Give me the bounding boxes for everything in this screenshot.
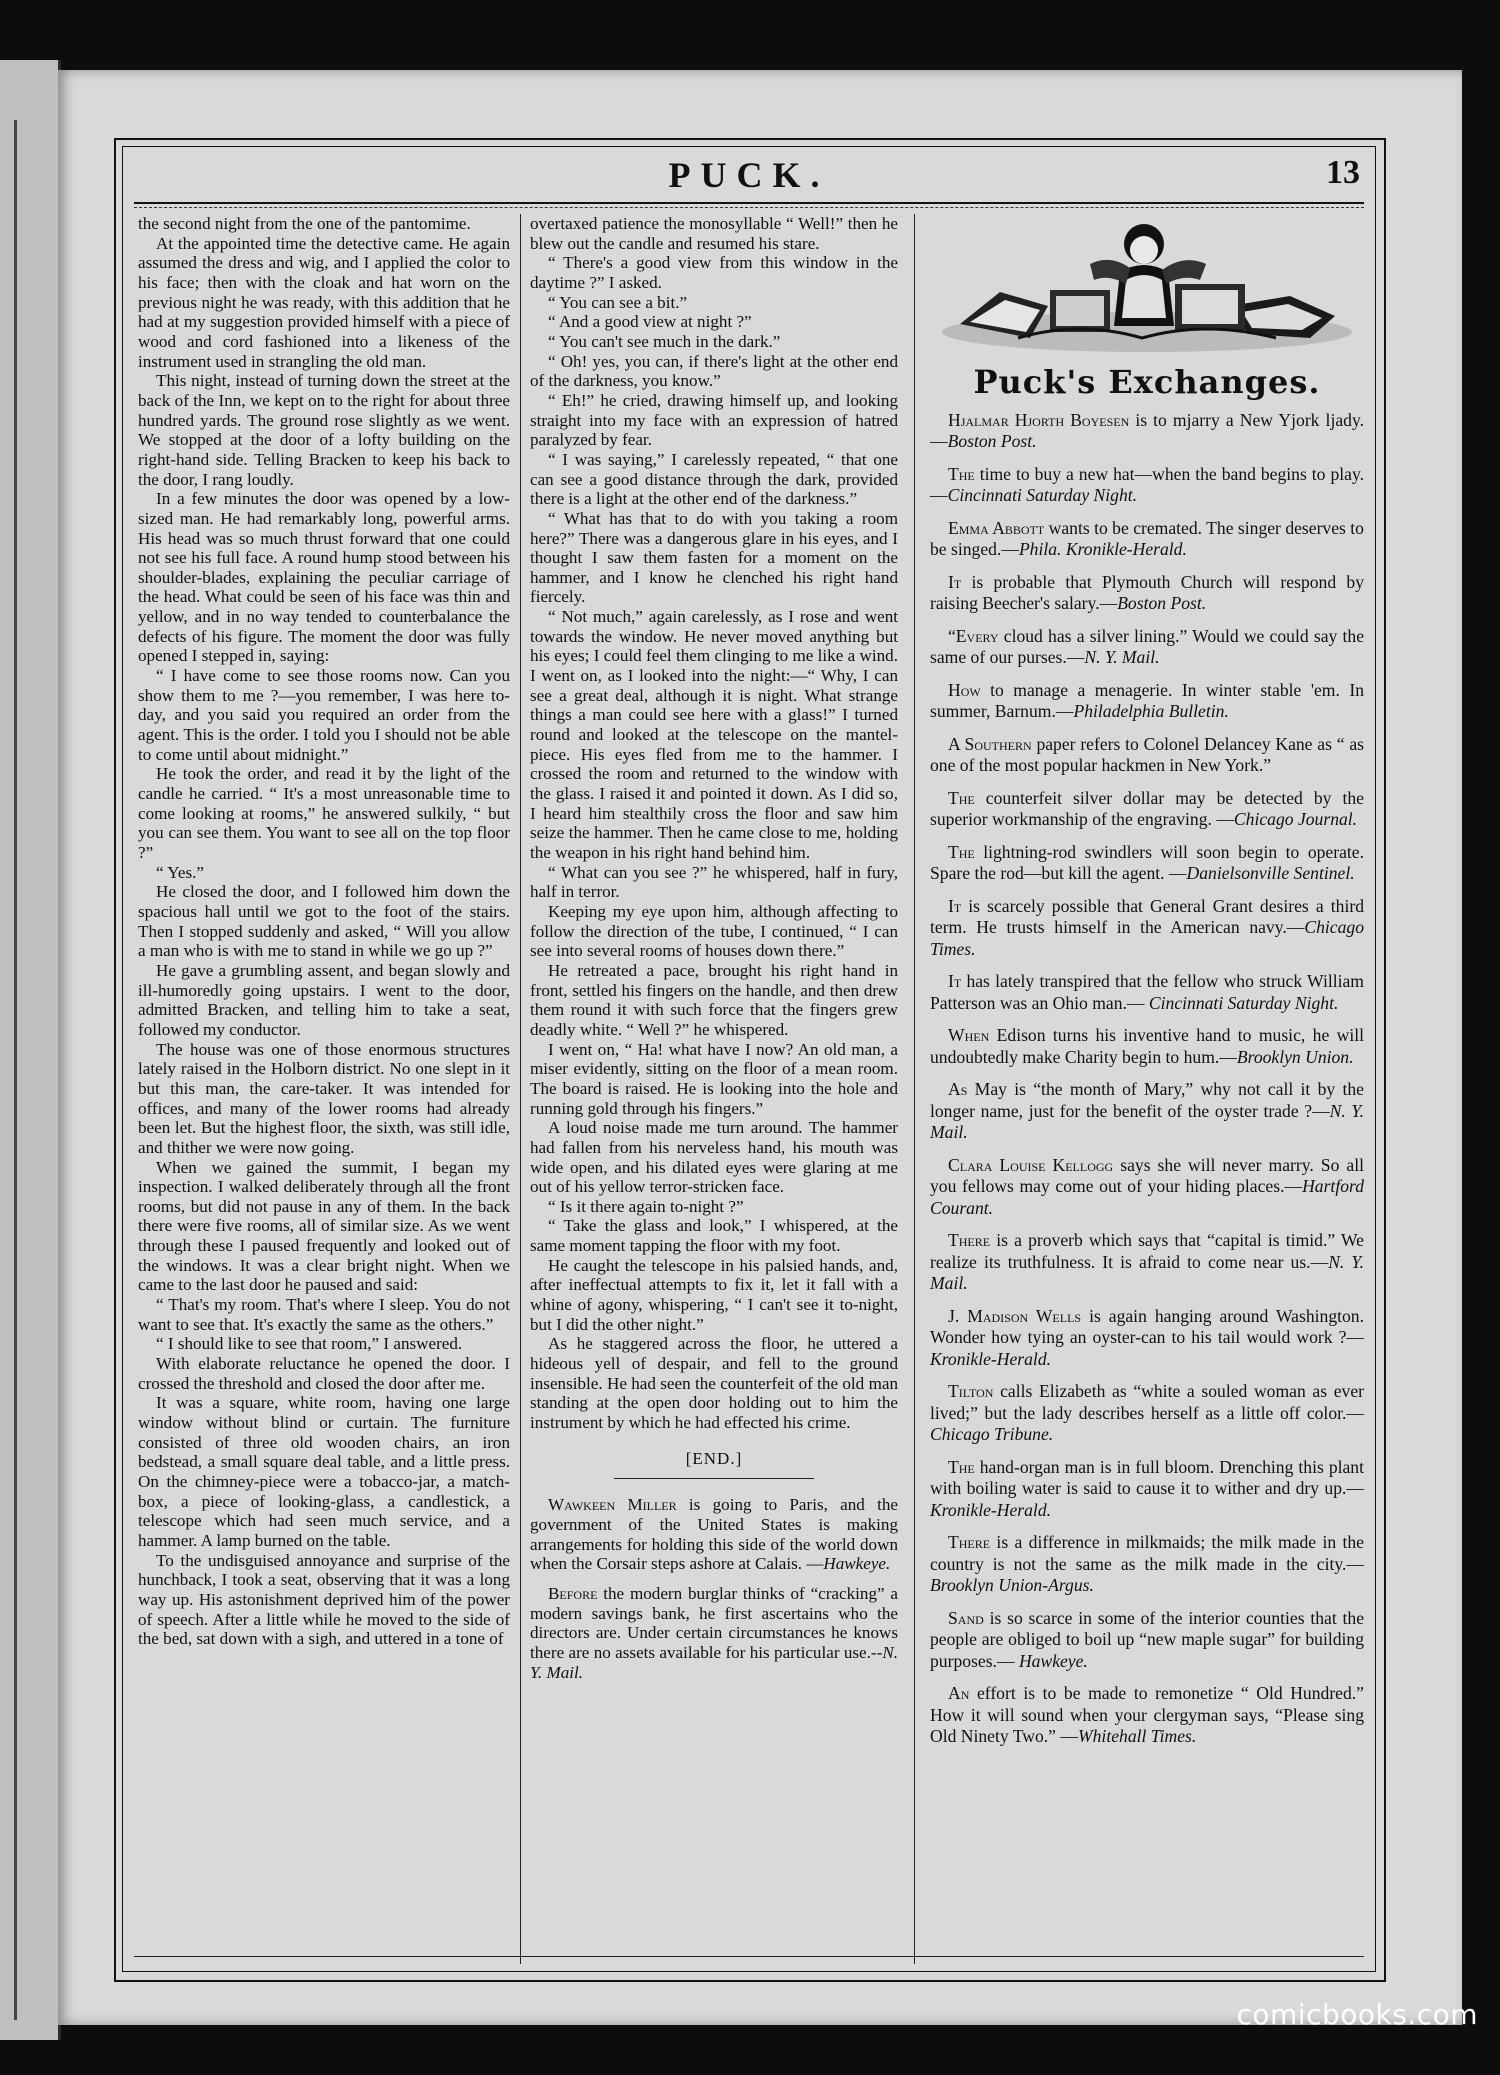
paragraph-item	[930, 1381, 1364, 1446]
column-one	[138, 214, 510, 1649]
paragraph-item	[930, 464, 1364, 507]
watermark: comicbooks.com	[1236, 1998, 1478, 2031]
item-citation: Brooklyn Union-Argus.	[930, 1575, 1094, 1595]
end-mark: [END.]	[685, 1448, 743, 1468]
item-citation: N. Y. Mail.	[930, 1100, 1364, 1142]
magazine-page	[58, 70, 1462, 2025]
item-lead: J. Madison Wells	[948, 1305, 1082, 1326]
paragraph-item	[930, 1306, 1364, 1371]
paragraph-item	[930, 1079, 1364, 1144]
item-text: says she will never marry. So all you fellows may come out of your hiding places.—	[930, 1154, 1364, 1196]
paragraph-item	[930, 1532, 1364, 1597]
paragraph: “ Is it there again to-night ?”	[548, 1196, 744, 1216]
paragraph-item	[930, 572, 1364, 615]
item-lead: The	[948, 1456, 975, 1477]
item-citation: Chicago Tribune.	[930, 1424, 1054, 1444]
paragraph-item	[930, 734, 1364, 777]
item-text: the modern burglar thinks of “cracking” a modern savings bank, he first ascertains who the directors are. Under certain circumstances he knows there are no assets available for his particular use.--	[530, 1583, 898, 1662]
item-lead: Tilton	[948, 1381, 994, 1401]
item-lead: The	[948, 841, 975, 862]
paragraph: “ Yes.”	[156, 862, 204, 882]
item-text: wants to be cremated. The singer deserves to be singed.—	[930, 517, 1364, 559]
item-lead: It	[948, 895, 962, 916]
item-text: is a proverb which says that “capital is timid.” We realize its truthfulness. It is afraid to come near us.—	[930, 1230, 1364, 1272]
paragraph-item	[930, 1230, 1364, 1295]
paragraph: As he staggered across the floor, he uttered a hideous yell of despair, and fell to the ground insensible. He had seen the counterfeit of the old man standing at the open door holding out to him the instrument by which he had effected his crime.	[530, 1334, 898, 1433]
paragraph-item	[930, 842, 1364, 885]
item-citation: Hartford Courant.	[930, 1176, 1364, 1218]
item-text: hand-organ man is in full bloom. Drenching this plant with boiling water is said to cause it to wither and dry up.—	[930, 1456, 1364, 1498]
paragraph: A loud noise made me turn around. The hammer had fallen from his nerveless hand, his mouth was wide open, and his dilated eyes were glaring at me out of his yellow terror-stricken face.	[530, 1118, 898, 1197]
item-lead: The	[948, 463, 975, 484]
paragraph: “ There's a good view from this window in the daytime ?” I asked.	[530, 253, 898, 292]
facing-page-edge	[0, 60, 61, 2040]
item-citation: Hawkeye.	[823, 1554, 891, 1574]
item-lead: The	[948, 787, 975, 808]
item-text: is a difference in milkmaids; the milk made in the country is not the same as the milk made in the city.—	[930, 1532, 1364, 1574]
paragraph-item	[930, 971, 1364, 1014]
item-text: lightning-rod swindlers will soon begin to operate. Spare the rod—but kill the agent. —	[930, 841, 1364, 883]
paragraph: the second night from the one of the pantomime.	[138, 214, 471, 233]
paragraph-items	[530, 1495, 898, 1682]
paragraph: “ Not much,” again carelessly, as I rose and went towards the window. He never moved anything but his eyes; I could feel them clinging to me like a wind. I went on, as I looked into the night:—“ Why, I can see a great deal, although it is night. What strange things a man could see here with a glass!” I turned round and looked at the telescope on the mantel-piece. His eyes fled from me to the hammer. I crossed the room and returned to the window with the glass. I raised it and pointed it down. As I did so, I heard him stealthily cross the floor and saw him seize the hammer. Then he came close to me, holding the weapon in his right hand behind him.	[530, 607, 898, 862]
item-lead: It	[948, 571, 962, 592]
item-text: Edison turns his inventive hand to music, he will undoubtedly make Charity begin to hum.—	[930, 1025, 1364, 1067]
paragraph-item	[930, 410, 1364, 453]
item-lead: Before	[548, 1583, 598, 1603]
paragraph: At the appointed time the detective came. He again assumed the dress and wig, and I applied the color to his face; then with the cloak and hat worn on the previous night he was ready, with this addition that he had at my suggestion provided himself with a piece of wood and cord fashioned into a likeness of the instrument used in strangling the old man.	[138, 233, 510, 371]
paragraph-item	[930, 1683, 1364, 1748]
item-citation: N. Y. Mail.	[930, 1251, 1365, 1293]
cherub-reading-illustration	[930, 214, 1364, 364]
paragraph: He took the order, and read it by the light of the candle he carried. “ It's a most unreasonable time to come looking at rooms,” he answered sulkily, “ but you can see them. You want to see all on the top floor ?”	[138, 764, 510, 862]
header-rule	[134, 202, 1364, 204]
short-rule	[614, 1478, 814, 1479]
paragraph-item	[930, 1155, 1364, 1220]
item-text: to manage a menagerie. In winter stable 'em. In summer, Barnum.—	[930, 679, 1364, 721]
paragraph: Keeping my eye upon him, although affecting to follow the direction of the tube, I continued, “ I can see into several rooms of houses down there.”	[530, 901, 898, 961]
item-citation: Danielsonville Sentinel.	[1186, 863, 1355, 883]
paragraph-item	[930, 626, 1364, 669]
item-citation: Kronikle-Herald.	[930, 1348, 1052, 1369]
paragraph-item	[930, 1608, 1364, 1673]
section-title: Puck's Exchanges.	[973, 363, 1321, 401]
paragraph-item	[930, 518, 1364, 561]
column-two	[530, 214, 898, 1692]
paragraph: I went on, “ Ha! what have I now? An old man, a miser evidently, sitting on the floor of a mean room. The board is raised. He is looking into the hole and running gold through his fingers.”	[530, 1039, 898, 1118]
item-lead: When	[948, 1025, 990, 1045]
item-lead: Sand	[948, 1607, 984, 1628]
item-text: is to mjarry a New Yjork ljady.—	[930, 409, 1364, 451]
paragraph: This night, instead of turning down the street at the back of the Inn, we kept on to the right for about three hundred yards. The ground rose slightly as we went. We stopped at the door of a lofty building on the right-hand side. Telling Bracken to keep his back to the door, I rang loudly.	[138, 371, 510, 489]
item-lead: How	[948, 679, 981, 700]
paragraph-item	[930, 1025, 1364, 1068]
item-lead: There	[948, 1230, 991, 1250]
facing-page-rule	[14, 120, 17, 2020]
paragraph: “ Eh!” he cried, drawing himself up, and looking straight into my face with an expression of hatred paralyzed by fear.	[530, 390, 898, 450]
item-citation: N. Y. Mail.	[530, 1642, 898, 1682]
item-text: effort is to be made to remonetize “ Old Hundred.” How it will sound when your clergyman says, “Please sing Old Ninety Two.” —	[930, 1683, 1364, 1746]
paragraph: He gave a grumbling assent, and began slowly and ill-humoredly going upstairs. I went to the door, admitted Bracken, and telling him to take a seat, followed my conductor.	[138, 960, 510, 1039]
paragraph: It was a square, white room, having one large window without blind or curtain. The furniture consisted of three old wooden chairs, an iron bedstead, a small square deal table, and a little press. On the chimney-piece were a tobacco-jar, a match-box, a piece of looking-glass, a candlestick, a telescope which had seen much service, and a hammer. A lamp burned on the table.	[138, 1393, 510, 1550]
item-lead: A Southern	[948, 733, 1032, 754]
item-citation: Brooklyn Union.	[1236, 1046, 1354, 1067]
item-citation: Hawkeye.	[1018, 1650, 1088, 1671]
column-divider	[914, 214, 915, 1964]
item-text: May is “the month of Mary,” why not call it by the longer name, just for the benefit of the oyster trade ?—	[930, 1079, 1364, 1121]
header-dashed-rule	[134, 207, 1364, 208]
paragraph: With elaborate reluctance he opened the door. I crossed the threshold and closed the door after me.	[138, 1354, 510, 1393]
item-citation: Philadelphia Bulletin.	[1073, 701, 1229, 721]
item-lead: Hjalmar Hjorth Boyesen	[948, 409, 1130, 430]
item-text: is scarcely possible that General Grant desires a third term. He trusts himself in the American navy.—	[930, 895, 1364, 937]
paragraph-item	[930, 896, 1364, 961]
item-lead: It	[948, 971, 962, 991]
column-divider	[520, 214, 521, 1964]
item-citation: Boston Post.	[1117, 593, 1207, 613]
paragraph: “ Oh! yes, you can, if there's light at the other end of the darkness, you know.”	[530, 351, 898, 391]
story-continuation	[530, 214, 898, 1433]
item-lead: Clara Louise Kellogg	[948, 1154, 1114, 1175]
item-citation: Phila. Kronikle-Herald.	[1018, 539, 1187, 559]
paragraph: “ And a good view at night ?”	[548, 312, 752, 332]
paragraph: “ Take the glass and look,” I whispered, at the same moment tapping the floor with my foot.	[530, 1216, 898, 1256]
section-vignette-illustration	[930, 214, 1364, 364]
paragraph: He caught the telescope in his palsied hands, and, after ineffectual attempts to fix it, let it fall with a whine of agony, whispering, “ I can't see it to-night, but I did the other night.”	[530, 1255, 898, 1334]
item-text: is again hanging around Washington. Wonder how tying an oyster-can to his tail would work ?—	[930, 1305, 1364, 1347]
paragraph: To the undisguised annoyance and surprise of the hunchback, I took a seat, observing that it was a long way up. His astonishment deprived him of the power of speech. After a little while he moved to the side of the bed, sat down with a sigh, and uttered in a tone of	[138, 1550, 510, 1649]
item-citation: Chicago Journal.	[1233, 809, 1358, 829]
paragraph: When we gained the summit, I began my inspection. I walked deliberately through all the front rooms, but did not pause in any of them. In the back there were five rooms, all of similar size. As we went through these I paused frequently and looked out of the windows. It was a clear bright night. When we came to the last door he paused and said:	[138, 1157, 510, 1295]
paragraph: “ I was saying,” I carelessly repeated, “ that one can see a good distance through the dark, provided there is a light at the other end of the darkness.”	[530, 449, 898, 509]
item-lead: Wawkeen Miller	[548, 1495, 677, 1515]
paragraph: “ You can see a bit.”	[548, 292, 688, 312]
item-citation: Cincinnati Saturday Night.	[1148, 992, 1339, 1013]
paragraph: “ I have come to see those rooms now. Can you show them to me ?—you remember, I was here to-day, and you said you required an order from the agent. This is the order. I told you I should not be able to come until about midnight.”	[138, 666, 510, 764]
paragraph-item	[930, 1457, 1364, 1522]
item-text: is going to Paris, and the government of the United States is making arrangements for holding this side of the world down when the Corsair steps ashore at Calais. —	[530, 1495, 898, 1574]
item-text: cloud has a silver lining.” Would we could say the same of our purses.—	[930, 625, 1364, 667]
paragraph-item	[530, 1584, 898, 1682]
paragraph: overtaxed patience the monosyllable “ Well!” then he blew out the candle and resumed his stare.	[530, 214, 898, 253]
item-text: counterfeit silver dollar may be detected by the superior workmanship of the engraving. —	[930, 787, 1364, 829]
paragraph: “ That's my room. That's where I sleep. You do not want to see that. It's exactly the same as the others.”	[138, 1295, 510, 1334]
paragraph: “ What can you see ?” he whispered, half in fury, half in terror.	[530, 862, 898, 902]
paragraph: In a few minutes the door was opened by a low-sized man. He had remarkably long, powerful arms. His head was so much thrust forward that one could not see his full face. A round hump stood between his shoulder-blades, explaining the peculiar carriage of the head. What could be seen of his face was thin and yellow, and in no way tended to counterbalance the defects of his figure. The moment the door was fully opened I stepped in, saying:	[138, 489, 510, 666]
paragraph-item	[530, 1495, 898, 1574]
paragraph: “ What has that to do with you taking a room here?” There was a dangerous glare in his eyes, and I thought I saw them fasten for a moment on the hammer, and I know he clenched his right hand fiercely.	[530, 508, 898, 607]
bottom-rule	[134, 1956, 1364, 1957]
exchange-items	[930, 410, 1364, 1748]
item-lead: An	[948, 1683, 970, 1703]
item-lead: Emma Abbott	[948, 517, 1045, 538]
page-header	[134, 154, 1364, 200]
item-lead: “Every	[948, 625, 999, 646]
item-citation: Kronikle-Herald.	[930, 1499, 1052, 1520]
paragraph: “ You can't see much in the dark.”	[548, 331, 781, 351]
item-citation: Chicago Times.	[930, 917, 1364, 959]
paragraph: “ I should like to see that room,” I answered.	[156, 1334, 463, 1354]
item-text: is probable that Plymouth Church will respond by raising Beecher's salary.—	[930, 571, 1364, 613]
item-citation: Boston Post.	[947, 431, 1037, 451]
item-text: calls Elizabeth as “white a souled woman as ever lived;” but the lady describes herself as a little off color.—	[930, 1381, 1364, 1423]
item-text: time to buy a new hat—when the band begins to play.—	[930, 463, 1364, 505]
masthead: PUCK.	[668, 155, 830, 195]
paragraph-item	[930, 680, 1364, 723]
item-text: paper refers to Colonel Delancey Kane as “ as one of the most popular hackmen in New York.”	[930, 733, 1364, 775]
item-citation: N. Y. Mail.	[1084, 647, 1160, 667]
paragraph: The house was one of those enormous structures lately raised in the Holborn district. No one slept in it but this man, the care-taker. It was intended for offices, and many of the lower rooms had already been let. But the highest floor, the sixth, was still idle, and thither we were now going.	[138, 1039, 510, 1157]
column-three	[930, 214, 1364, 1759]
paragraph: He closed the door, and I followed him down the spacious hall until we got to the foot of the stairs. Then I stopped suddenly and asked, “ Will you allow a man who is with me to stand in while we go up ?”	[138, 882, 510, 961]
item-text: has lately transpired that the fellow who struck William Patterson was an Ohio man.—	[930, 971, 1364, 1013]
item-lead: As	[948, 1079, 968, 1099]
item-citation: Whitehall Times.	[1077, 1726, 1197, 1746]
paragraph: He retreated a pace, brought his right hand in front, settled his fingers on the handle, and then drew them round it with such force that the fingers grew deadly white. “ Well ?” he whispered.	[530, 960, 898, 1039]
page-number: 13	[1326, 154, 1360, 191]
item-lead: There	[948, 1532, 991, 1552]
item-citation: Cincinnati Saturday Night.	[947, 485, 1138, 505]
item-text: is so scarce in some of the interior counties that the people are obliged to boil up “new maple sugar” for building purposes.—	[930, 1607, 1364, 1671]
paragraph-item	[930, 788, 1364, 831]
